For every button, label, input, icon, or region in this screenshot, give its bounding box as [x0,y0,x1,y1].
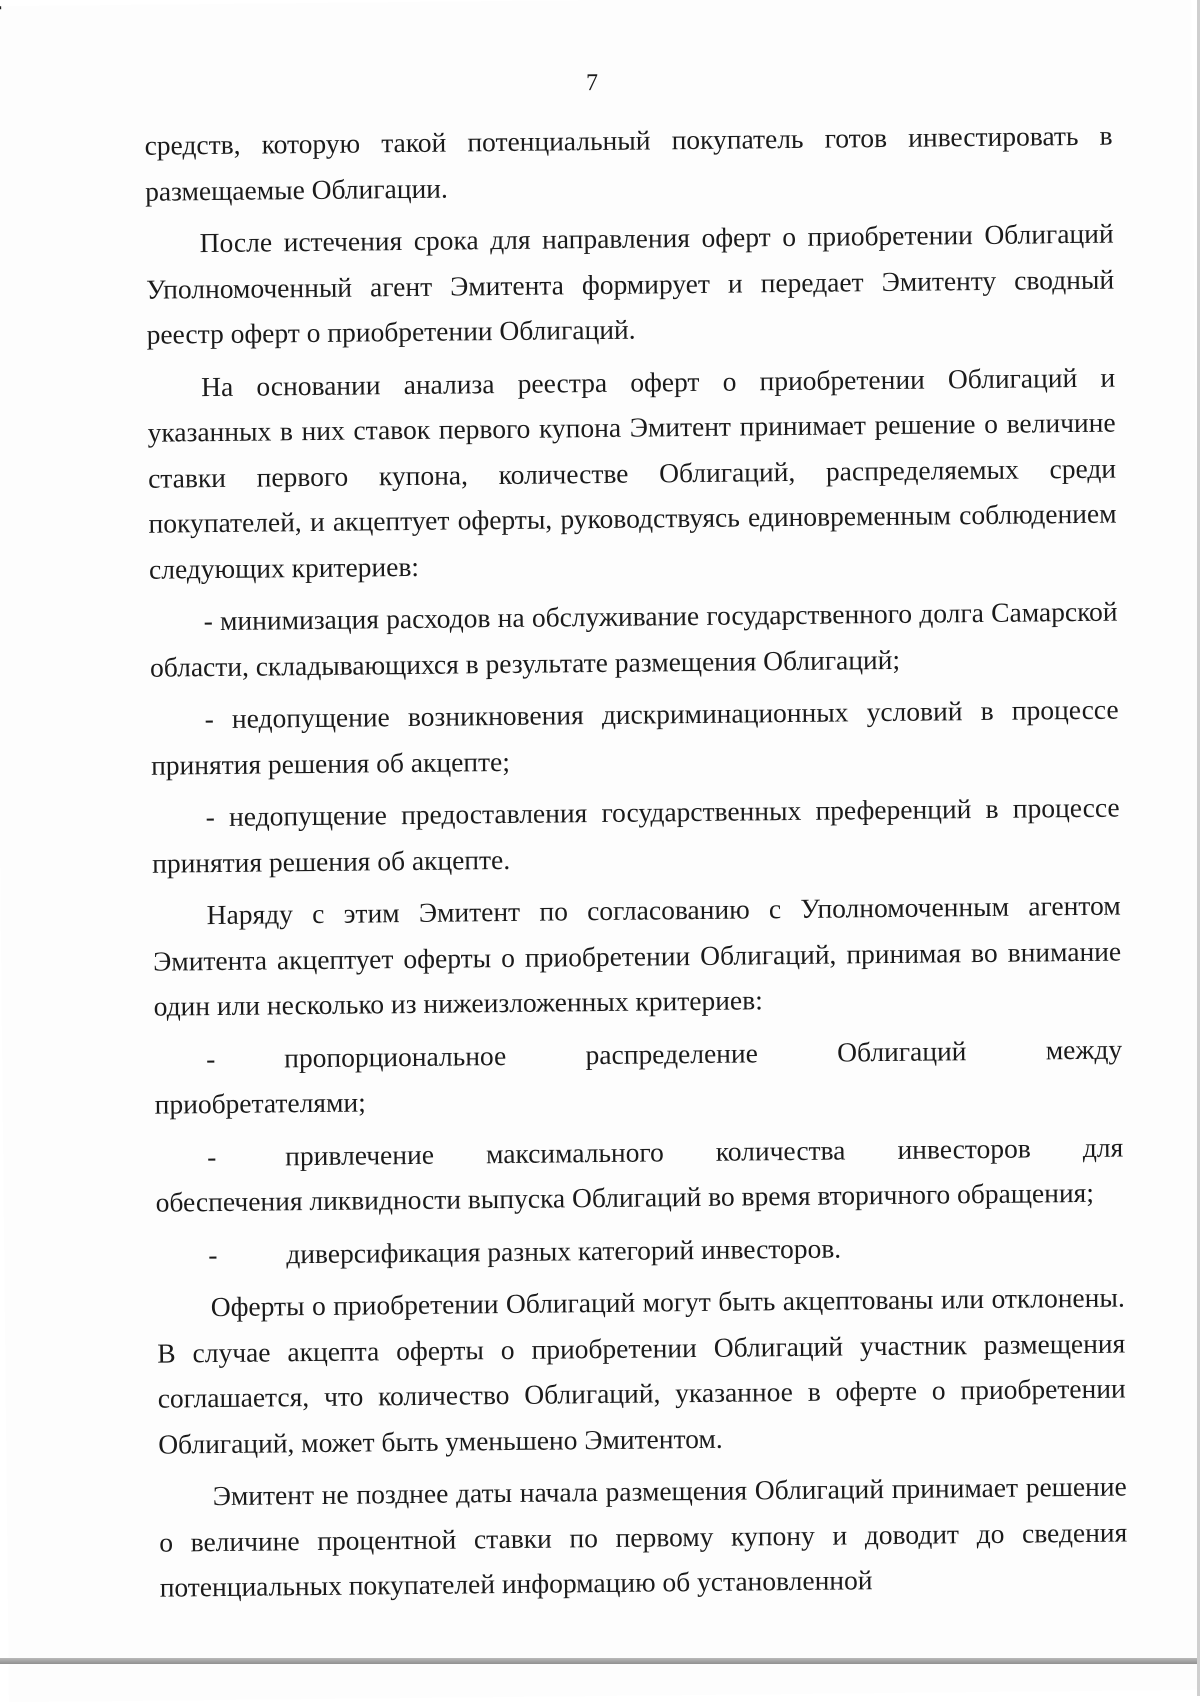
criterion-3: - недопущение предоставления государственных преференций в процессе принятия решения об акцепте. [151,791,1120,879]
page-number: 7 [585,69,599,97]
dash-marker: - [206,1042,216,1074]
scan-mark [0,6,1,9]
dash-item-1-tail: приобретателями; [154,1086,366,1120]
dash-item-3 [156,1222,1124,1278]
paragraph-1: средств, которую такой потенциальный покупатель готов инвестировать в размещаемые Облигации. [144,119,1113,207]
dash-item-3-text: диверсификация разных категорий инвесторов. [286,1231,842,1269]
paragraph-2: После истечения срока для направления оферт о приобретении Облигаций Уполномоченный агент Эмитента формирует и передает Эмитенту сводный реестр оферт о приобретении Облигаций. [145,217,1115,350]
paragraph-5: Оферты о приобретении Облигаций могут быть акцептованы или отклонены. В случае акцепта оферты о приобретении Облигаций участник размещения соглашается, что количество Облигаций, указанное в оферте о приобретении Облигаций, может быть уменьшено Эмитентом. [157,1281,1126,1460]
dash-item-1-head: пропорциональное распределение Облигаций между [284,1033,1123,1073]
scan-bottom-edge [0,1658,1200,1664]
dash-marker: - [207,1140,217,1172]
paragraph-4: Наряду с этим Эмитент по согласованию с Уполномоченным агентом Эмитента акцептует оферты о приобретении Облигаций, принимая во внимание один или несколько из нижеизложенных критериев: [152,889,1122,1022]
dash-marker: - [208,1238,218,1270]
dash-item-2-tail: обеспечения ликвидности выпуска Облигаций во время вторичного обращения; [155,1176,1095,1218]
paragraph-3: На основании анализа реестра оферт о приобретении Облигаций и указанных в них ставок первого купона Эмитент принимает решение о величине ставки первого купона, количестве Облигаций, распределяемых среди покупателей, и акцептует оферты, руководствуясь единовременным соблюдением следующих критериев: [147,361,1117,585]
dash-item-2-head: привлечение максимального количества инвесторов для [285,1131,1124,1171]
document-body [144,113,1128,1618]
criterion-2: - недопущение возникновения дискриминационных условий в процессе принятия решения об акцепте; [150,693,1119,781]
criterion-1: - минимизация расходов на обслуживание государственного долга Самарской области, складывающихся в результате размещения Облигаций; [149,595,1118,683]
paragraph-6: Эмитент не позднее даты начала размещения Облигаций принимает решение о величине процентной ставки по первому купону и доводит до сведения потенциальных покупателей информацию об установленной [159,1470,1128,1603]
